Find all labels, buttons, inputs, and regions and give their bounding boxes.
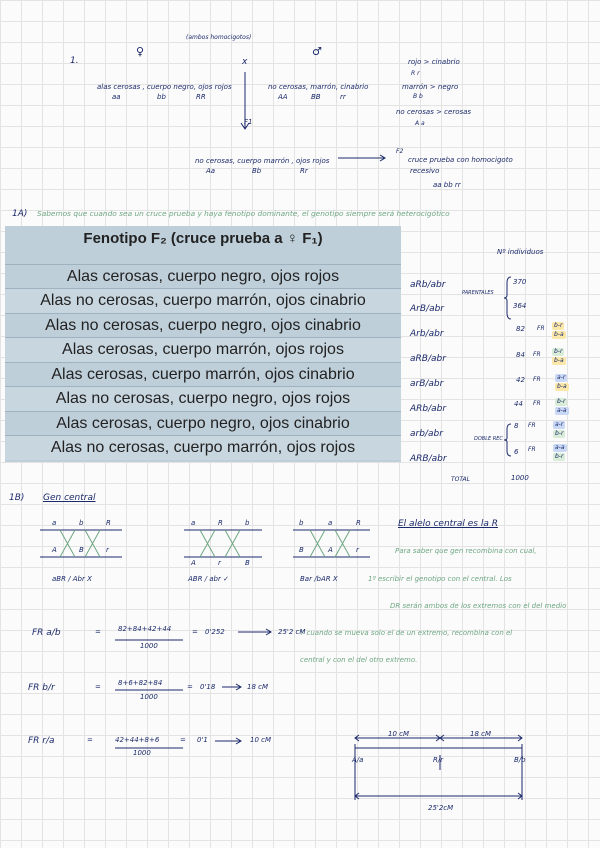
allele: A [52, 546, 57, 554]
tag: b-a [557, 383, 567, 390]
allele: a [52, 519, 57, 527]
genotype-2: ArB/abr [410, 304, 444, 314]
map-locus-left: A/a [352, 756, 364, 764]
diagram-caption-3: Bar /bAR X [300, 575, 338, 583]
dominance-2-alleles: B b [413, 93, 423, 100]
female-geno-b: bb [157, 93, 166, 101]
calc-label-ab: FR a/b [32, 628, 61, 638]
explanation-line: DR serán ambos de los extremos con el del medio [390, 602, 567, 610]
f2-text-2: recesivo [410, 167, 440, 175]
tag: b-r [557, 398, 566, 405]
dominance-2: marrón > negro [402, 83, 459, 91]
map-distance-2: 18 cM [470, 730, 492, 738]
f2-label: F2 [396, 148, 404, 155]
table-row: Alas cerosas, cuerpo negro, ojos rojos [5, 264, 401, 289]
map-distance-1: 10 cM [388, 730, 410, 738]
calc-result-br: 0'18 [200, 683, 216, 691]
calc-den-br: 1000 [140, 693, 158, 701]
equals: = [95, 628, 101, 636]
equals: = [180, 736, 186, 744]
equals: = [192, 628, 198, 636]
calc-num-br: 8+6+82+84 [118, 679, 163, 687]
fr-label: FR [528, 446, 536, 453]
count-5: 42 [516, 376, 525, 384]
count-2: 364 [513, 302, 527, 310]
calc-label-br: FR b/r [28, 683, 55, 693]
problem-number: 1. [70, 56, 79, 66]
tag: a-r [557, 374, 566, 381]
explanation-line: 1º escribir el genotipo con el central. Los [368, 575, 512, 583]
calc-den-ra: 1000 [133, 749, 151, 757]
individuals-header: Nº individuos [497, 248, 544, 256]
fr-label: FR [537, 325, 545, 332]
female-geno-a: aa [112, 93, 121, 101]
calc-result-ab: 0'252 [205, 628, 225, 636]
total-label: TOTAL [451, 476, 470, 483]
female-phenotype: alas cerosas , cuerpo negro, ojos rojos [97, 83, 232, 91]
table-row: Alas cerosas, cuerpo marrón, ojos cinabrio [5, 362, 401, 387]
tag: a-a [555, 444, 565, 451]
doble-rec-label: DOBLE REC [474, 436, 503, 442]
allele: B [245, 559, 250, 567]
diagram-caption-1: aBR / Abr X [52, 575, 92, 583]
female-geno-r: RR [196, 93, 206, 101]
tag: b-a [554, 357, 564, 364]
equals: = [87, 736, 93, 744]
f1-geno-b: Bb [252, 167, 262, 175]
fr-label: FR [533, 351, 541, 358]
section-1b-label: 1B) [9, 493, 25, 503]
parentales-label: PARENTALES [462, 290, 494, 296]
male-geno-r: rr [340, 93, 346, 101]
calc-cm-ra: 10 cM [250, 736, 272, 744]
fr-label: FR [533, 400, 541, 407]
equals: = [95, 683, 101, 691]
genotype-1: aRb/abr [410, 280, 446, 290]
calc-label-ra: FR r/a [28, 736, 55, 746]
tag: b-r [555, 430, 564, 437]
allele: R [218, 519, 223, 527]
allele: b [299, 519, 304, 527]
tag: b-r [554, 322, 563, 329]
allele: R [356, 519, 361, 527]
table-header: Fenotipo F₂ (cruce prueba a ♀ F₁) [83, 230, 323, 247]
f1-label: F1 [244, 118, 253, 126]
female-symbol: ♀ [136, 45, 145, 58]
explanation-line: central y con el del otro extremo. [300, 656, 418, 664]
section-1a-label: 1A) [12, 209, 28, 219]
f1-geno-a: Aa [206, 167, 216, 175]
allele: A [191, 559, 196, 567]
section-1a-text: Sabemos que cuando sea un cruce prueba y haya fenotipo dominante, el genotipo siempre será heterocigótico [37, 209, 450, 218]
male-geno-b: BB [311, 93, 321, 101]
allele: a [328, 519, 333, 527]
explanation-line: Para saber que gen recombina con cual, [395, 547, 537, 555]
table-row: Alas no cerosas, cuerpo negro, ojos rojos [5, 386, 401, 411]
count-4: 84 [516, 351, 525, 359]
fr-label: FR [533, 376, 541, 383]
genotype-7: arb/abr [410, 429, 443, 439]
tag: a-r [555, 421, 564, 428]
fr-label: FR [528, 422, 536, 429]
tag: b-r [554, 348, 563, 355]
allele: A [328, 546, 333, 554]
count-6: 44 [514, 400, 523, 408]
male-symbol: ♂ [312, 45, 322, 58]
map-total-distance: 25'2cM [428, 804, 454, 812]
count-3: 82 [516, 325, 525, 333]
calc-cm-br: 18 cM [247, 683, 269, 691]
genotype-8: ARB/abr [410, 454, 447, 464]
f1-phenotype: no cerosas, cuerpo marrón , ojos rojos [195, 157, 330, 165]
tag: a-a [557, 407, 567, 414]
allele: r [356, 546, 359, 554]
table-row: Alas no cerosas, cuerpo negro, ojos cinabrio [5, 313, 401, 338]
dominance-3-alleles: A a [415, 120, 425, 127]
total-value: 1000 [511, 474, 529, 482]
genotype-5: arB/abr [410, 379, 444, 389]
table-row: Alas cerosas, cuerpo negro, ojos cinabrio [5, 411, 401, 436]
calc-num-ra: 42+44+8+6 [115, 736, 160, 744]
count-7: 8 [514, 422, 519, 430]
allele: b [245, 519, 250, 527]
f1-geno-r: Rr [300, 167, 308, 175]
dominance-3: no cerosas > cerosas [396, 108, 472, 116]
calc-den-ab: 1000 [140, 642, 158, 650]
tag: b-r [555, 453, 564, 460]
diagram-caption-2: ABR / abr ✓ [188, 575, 229, 583]
f2-text-1: cruce prueba con homocigoto [408, 156, 513, 164]
allele: r [218, 559, 221, 567]
calc-cm-ab: 25'2 cM [278, 628, 306, 636]
dominance-1: rojo > cinabrio [408, 58, 460, 66]
dominance-1-alleles: R r [411, 70, 420, 77]
count-1: 370 [513, 278, 527, 286]
genotype-6: ARb/abr [410, 404, 447, 414]
explanation-line: Y cuando se mueva solo el de un extremo, recombina con el [300, 629, 513, 637]
allele: R [106, 519, 111, 527]
allele: B [299, 546, 304, 554]
map-locus-right: B/b [514, 756, 526, 764]
genotype-3: Arb/abr [410, 329, 444, 339]
central-allele-title: El alelo central es la R [398, 519, 498, 529]
allele: b [79, 519, 84, 527]
count-8: 6 [514, 448, 519, 456]
genotype-4: aRB/abr [410, 354, 446, 364]
cross-symbol: x [242, 57, 248, 67]
equals: = [187, 683, 193, 691]
allele: r [106, 546, 109, 554]
male-geno-a: AA [278, 93, 288, 101]
tag: b-a [554, 331, 564, 338]
calc-num-ab: 82+84+42+44 [118, 625, 172, 633]
table-row: Alas no cerosas, cuerpo marrón, ojos cinabrio [5, 288, 401, 313]
table-row: Alas no cerosas, cuerpo marrón, ojos rojos [5, 435, 401, 460]
note-homozygous: (ambos homocigotos) [186, 34, 252, 41]
section-1b-title: Gen central [43, 493, 96, 503]
phenotype-table [5, 226, 401, 462]
allele: B [79, 546, 84, 554]
table-row: Alas cerosas, cuerpo marrón, ojos rojos [5, 337, 401, 362]
f2-genotype: aa bb rr [433, 181, 461, 189]
calc-result-ra: 0'1 [197, 736, 208, 744]
map-locus-mid: R/r [433, 756, 444, 764]
male-phenotype: no cerosas, marrón, cinabrio [268, 83, 369, 91]
allele: a [191, 519, 196, 527]
